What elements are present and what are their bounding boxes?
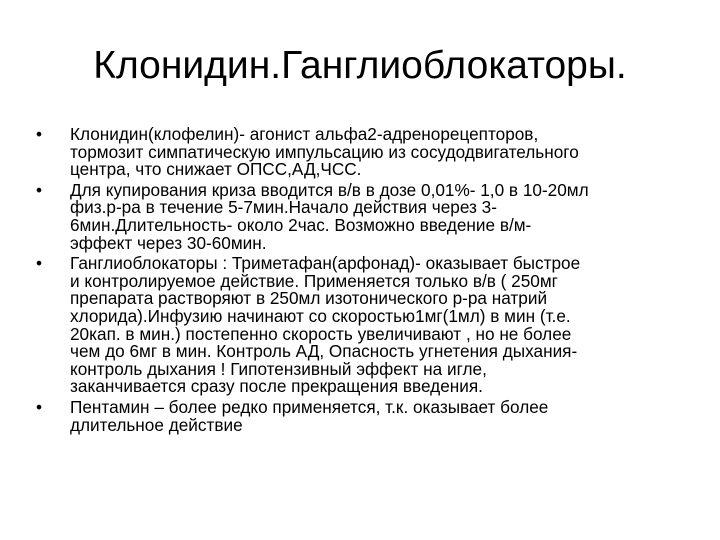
bullet-line: чем до 6мг в мин. Контроль АД, Опасность угнетения дыхания- bbox=[70, 341, 578, 362]
bullet-ganglioblockers bbox=[36, 255, 686, 396]
bullet-line: центра, что снижает ОПСС,АД,ЧСС. bbox=[70, 159, 362, 180]
bullet-line: хлорида).Инфузию начинают со скоростью1мг(1мл) в мин (т.е. bbox=[70, 305, 571, 326]
bullet-line: 20кап. в мин.) постепенно скорость увеличивают , но не более bbox=[70, 323, 572, 344]
bullet-line: тормозит симпатическую импульсацию из сосудодвигательного bbox=[70, 141, 579, 162]
bullet-line: Для купирования криза вводится в/в в дозе 0,01%- 1,0 в 10-20мл bbox=[70, 179, 589, 200]
bullet-line: длительное действие bbox=[70, 414, 243, 435]
bullet-line: Пентамин – более редко применяется, т.к. оказывает более bbox=[70, 396, 549, 417]
bullet-clonidine bbox=[36, 126, 686, 179]
bullet-line: и контролируемое действие. Применяется только в/в ( 250мг bbox=[70, 270, 558, 291]
bullet-line: Клонидин(клофелин)- агонист альфа2-адренорецепторов, bbox=[70, 124, 539, 144]
bullet-list bbox=[36, 126, 686, 437]
bullet-dot-icon: • bbox=[36, 179, 43, 200]
bullet-dot-icon: • bbox=[36, 253, 43, 274]
bullet-line: эффект через 30-60мин. bbox=[70, 232, 267, 253]
bullet-line: 6мин.Длительность- около 2час. Возможно введение в/м- bbox=[70, 214, 532, 235]
bullet-line: контроль дыхания ! Гипотензивный эффект на игле, bbox=[70, 358, 487, 379]
bullet-line: физ.р-ра в течение 5-7мин.Начало действия через 3- bbox=[70, 197, 497, 218]
bullet-pentamine bbox=[36, 396, 686, 435]
bullet-line: Ганглиоблокаторы : Триметафан(арфонад)- оказывает быстрое bbox=[70, 253, 581, 274]
bullet-dot-icon: • bbox=[36, 124, 43, 144]
bullet-line: препарата растворяют в 250мл изотонического р-ра натрий bbox=[70, 288, 548, 309]
bullet-dot-icon: • bbox=[36, 396, 43, 417]
slide-title: Клонидин.Ганглиоблокаторы. bbox=[93, 44, 627, 87]
bullet-crisis-dosing bbox=[36, 179, 686, 253]
bullet-line: заканчивается сразу после прекращения введения. bbox=[70, 376, 483, 397]
